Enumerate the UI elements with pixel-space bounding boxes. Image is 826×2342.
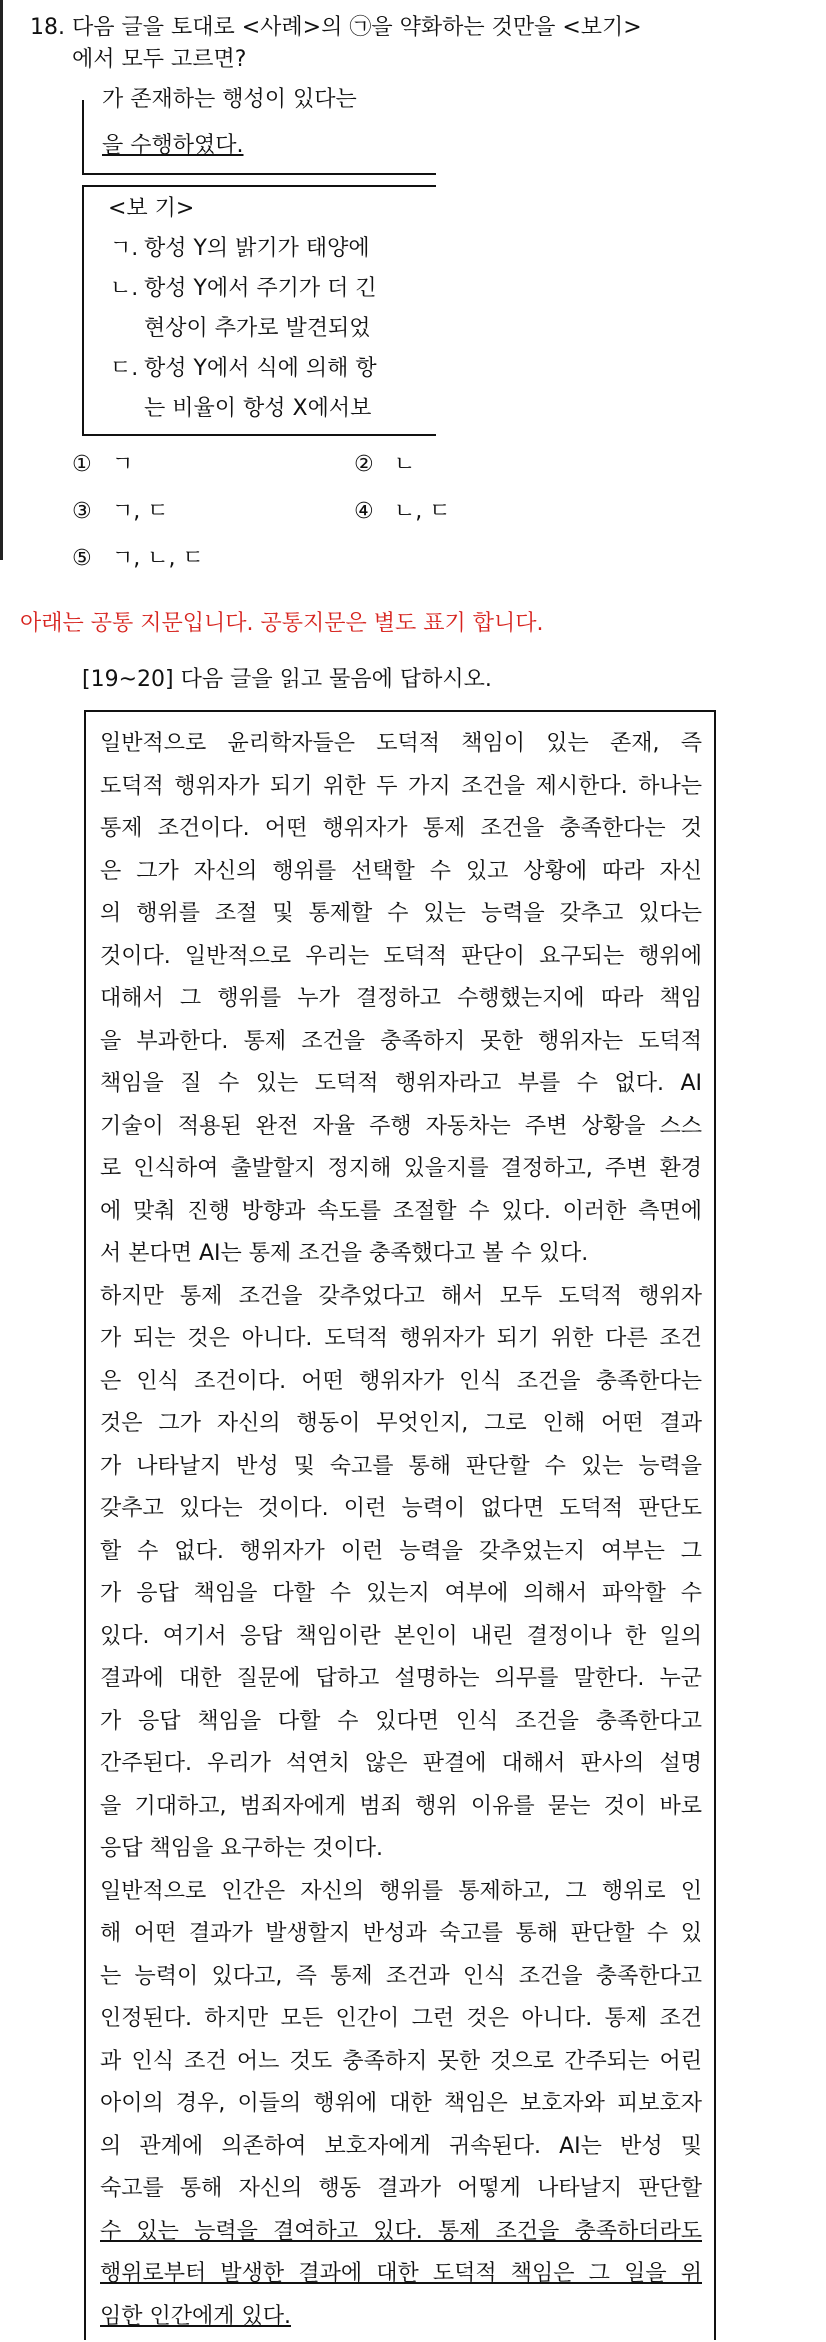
passage-line: 가 응답 책임을 다할 수 있다면 인식 조건을 충족한다고: [100, 1708, 702, 1734]
choice-number: ②: [354, 452, 374, 477]
passage-line: 가 나타날지 반성 및 숙고를 통해 판단할 수 있는 능력을: [100, 1453, 702, 1479]
passage-line: 할 수 없다. 행위자가 이런 능력을 갖추었는지 여부는 그: [100, 1538, 702, 1564]
choice-5[interactable]: [72, 544, 204, 574]
question-line-2: 에서 모두 고르면?: [72, 47, 247, 72]
choice-number: ④: [354, 499, 374, 524]
passage-line: 로 인식하여 출발할지 정지해 있을지를 결정하고, 주변 환경: [100, 1156, 702, 1181]
passage-line: 의 관계에 의존하여 보호자에게 귀속된다. AI는 반성 및: [100, 2133, 702, 2159]
passage-line: 일반적으로 인간은 자신의 행위를 통제하고, 그 행위로 인: [100, 1878, 702, 1904]
passage-line: 행위로부터 발생한 결과에 대한 도덕적 책임은 그 일을 위: [100, 2261, 702, 2286]
choice-1[interactable]: [72, 450, 133, 480]
passage-line: 아이의 경우, 이들의 행위에 대한 책임은 보호자와 피보호자: [100, 2091, 702, 2116]
choice-text: ㄴ: [394, 452, 416, 477]
bogi-text: 는 비율이 항성 X에서보: [144, 396, 372, 421]
bogi-title: <보 기>: [108, 196, 195, 221]
bogi-item-digeut-cont: [110, 391, 371, 427]
choice-2[interactable]: [354, 450, 415, 480]
passage-line: 에 맞춰 진행 방향과 속도를 조절할 수 있다. 이러한 측면에: [100, 1198, 702, 1224]
bogi-item-nieun-cont: [110, 311, 371, 347]
passage-line: 은 인식 조건이다. 어떤 행위자가 인식 조건을 충족한다는: [100, 1368, 702, 1394]
question-line-1: 다음 글을 토대로 <사례>의 ㉠을 약화하는 것만을 <보기>: [72, 15, 642, 40]
bogi-mark: ㄷ.: [110, 356, 139, 381]
choice-text: ㄴ, ㄷ: [394, 499, 451, 524]
passage-line: 숙고를 통해 자신의 행동 결과가 어떻게 나타날지 판단할: [100, 2176, 702, 2201]
bogi-mark: ㄱ.: [110, 236, 139, 261]
choice-text: ㄱ: [112, 452, 134, 477]
passage-line: 을 기대하고, 범죄자에게 범죄 행위 이유를 묻는 것이 바로: [100, 1793, 702, 1819]
question-number: 18.: [30, 15, 65, 40]
choice-4[interactable]: [354, 497, 451, 527]
passage-line: 갖추고 있다는 것이다. 이런 능력이 없다면 도덕적 판단도: [100, 1496, 702, 1521]
passage-line: 의 행위를 조절 및 통제할 수 있는 능력을 갖추고 있다는: [100, 901, 702, 926]
passage-line: 응답 책임을 요구하는 것이다.: [100, 1836, 383, 1861]
passage-line: 도덕적 행위자가 되기 위한 두 가지 조건을 제시한다. 하나는: [100, 773, 702, 799]
passage-line: 가 되는 것은 아니다. 도덕적 행위자가 되기 위한 다른 조건: [100, 1326, 702, 1351]
choice-3[interactable]: [72, 497, 169, 527]
passage-line: 기술이 적용된 완전 자율 주행 자동차는 주변 상황을 스스: [100, 1113, 702, 1139]
case-last-line: 을 수행하였다.: [102, 133, 244, 158]
choice-text: ㄱ, ㄴ, ㄷ: [112, 546, 204, 571]
case-box-cropped: [82, 87, 436, 175]
choice-number: ①: [72, 452, 92, 477]
passage-box: [84, 710, 716, 2340]
passage-line: 통제 조건이다. 어떤 행위자가 통제 조건을 충족한다는 것: [100, 816, 702, 841]
passage-line: 일반적으로 윤리학자들은 도덕적 책임이 있는 존재, 즉: [100, 731, 702, 756]
passage-line: 가 응답 책임을 다할 수 있는지 여부에 의해서 파악할 수: [100, 1581, 702, 1606]
passage-line: 하지만 통제 조건을 갖추었다고 해서 모두 도덕적 행위자: [100, 1283, 702, 1309]
passage-heading: [19~20] 다음 글을 읽고 물음에 답하시오.: [82, 667, 492, 692]
passage-line: 임한 인간에게 있다.: [100, 2303, 291, 2329]
bogi-text: 항성 Y에서 식에 의해 항: [144, 356, 377, 381]
common-passage-notice: 아래는 공통 지문입니다. 공통지문은 별도 표기 합니다.: [20, 611, 544, 636]
bogi-text: 현상이 추가로 발견되었: [144, 316, 371, 341]
passage-line: 책임을 질 수 있는 도덕적 행위자라고 부를 수 없다. AI: [100, 1071, 702, 1096]
bogi-item-giyeok: [110, 231, 370, 267]
bogi-mark: ㄴ.: [110, 276, 139, 301]
passage-line: 대해서 그 행위를 누가 결정하고 수행했는지에 따라 책임: [100, 986, 702, 1011]
passage-line: 것이다. 일반적으로 우리는 도덕적 판단이 요구되는 행위에: [100, 943, 702, 969]
passage-line: 서 본다면 AI는 통제 조건을 충족했다고 볼 수 있다.: [100, 1241, 589, 1266]
bogi-text: 항성 Y에서 주기가 더 긴: [144, 276, 377, 301]
question-18-stem: [30, 12, 790, 76]
bogi-item-nieun: [110, 271, 377, 307]
passage-line: 수 있는 능력을 결여하고 있다. 통제 조건을 충족하더라도: [100, 2218, 702, 2244]
left-margin-rule: [0, 0, 3, 560]
bogi-box: [82, 185, 436, 436]
passage-line: 은 그가 자신의 행위를 선택할 수 있고 상황에 따라 자신: [100, 858, 702, 884]
passage-line: 과 인식 조건 어느 것도 충족하지 못한 것으로 간주되는 어린: [100, 2048, 702, 2074]
choice-number: ⑤: [72, 546, 92, 571]
bogi-item-digeut: [110, 351, 377, 387]
passage-line: 것은 그가 자신의 행동이 무엇인지, 그로 인해 어떤 결과: [100, 1411, 702, 1436]
choice-number: ③: [72, 499, 92, 524]
choice-text: ㄱ, ㄷ: [112, 499, 169, 524]
bogi-text: 항성 Y의 밝기가 태양에: [144, 236, 370, 261]
passage-line: 있다. 여기서 응답 책임이란 본인이 내린 결정이나 한 일의: [100, 1623, 702, 1649]
passage-line: 인정된다. 하지만 모든 인간이 그런 것은 아니다. 통제 조건: [100, 2006, 702, 2031]
case-box-bottom-border: [84, 173, 436, 175]
case-cut-line: 가 존재하는 행성이 있다는: [102, 87, 357, 112]
passage-line: 는 능력이 있다고, 즉 통제 조건과 인식 조건을 충족한다고: [100, 1963, 702, 1989]
passage-line: 을 부과한다. 통제 조건을 충족하지 못한 행위자는 도덕적: [100, 1028, 702, 1054]
passage-line: 결과에 대한 질문에 답하고 설명하는 의무를 말한다. 누군: [100, 1666, 702, 1691]
passage-line: 간주된다. 우리가 석연치 않은 판결에 대해서 판사의 설명: [100, 1751, 702, 1776]
passage-line: 해 어떤 결과가 발생할지 반성과 숙고를 통해 판단할 수 있: [100, 1921, 702, 1946]
